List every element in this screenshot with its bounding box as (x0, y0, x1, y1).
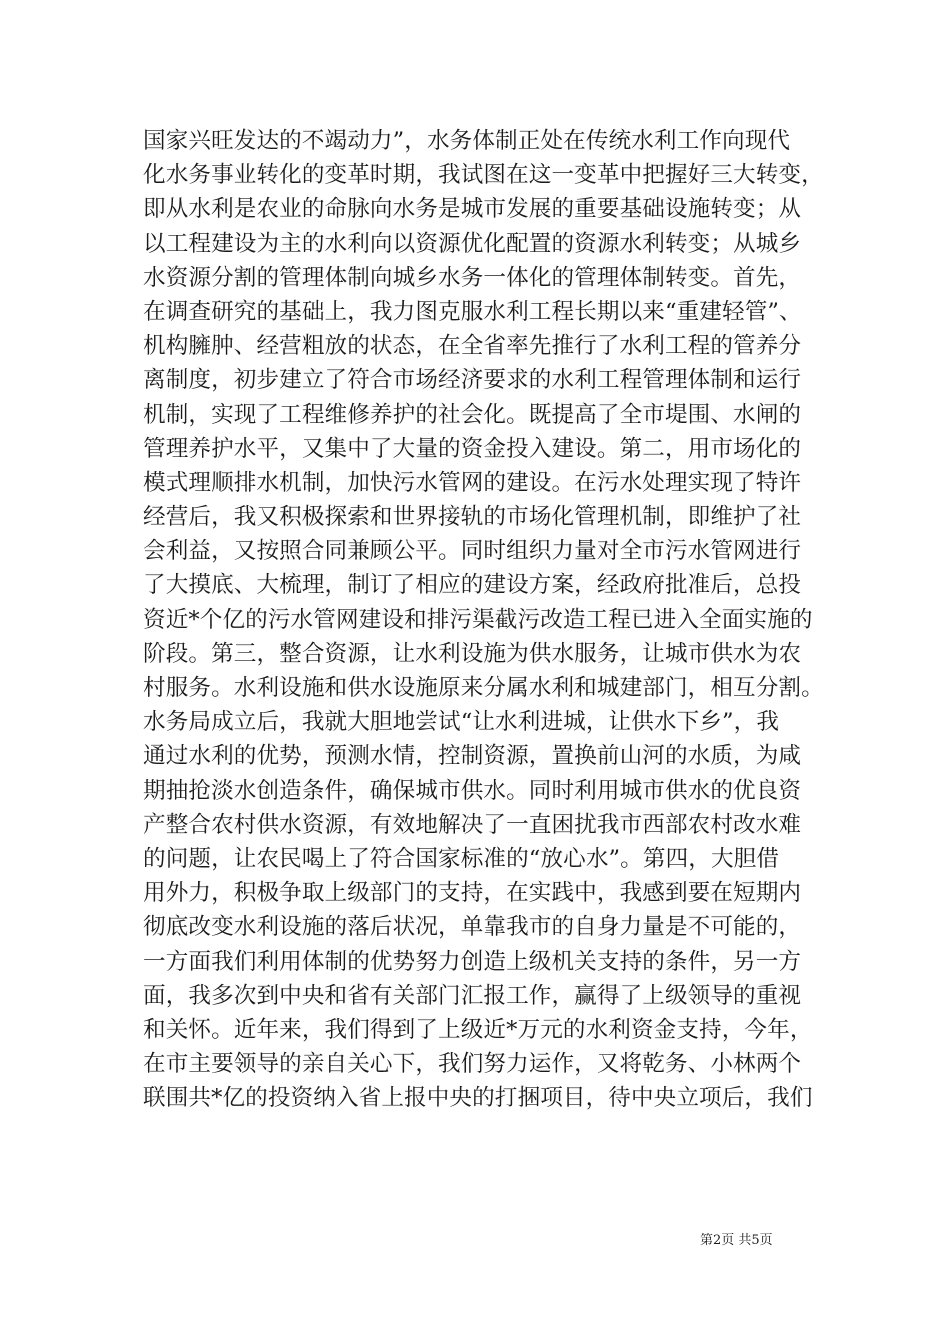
text-line: 管理养护水平，又集中了大量的资金投入建设。第二，用市场化的 (143, 435, 802, 462)
text-line: 村服务。水利设施和供水设施原来分属水利和城建部门，相互分割。 (143, 675, 824, 701)
text-line: 水务局成立后，我就大胆地尝试“让水利进城，让供水下乡”，我 (143, 709, 780, 736)
text-line: 机制，实现了工程维修养护的社会化。既提高了全市堤围、水闸的 (143, 401, 802, 428)
text-line: 水资源分割的管理体制向城乡水务一体化的管理体制转变。首先， (143, 264, 802, 291)
text-line: 离制度，初步建立了符合市场经济要求的水利工程管理体制和运行 (143, 367, 802, 394)
text-line: 了大摸底、大梳理，制订了相应的建设方案，经政府批准后，总投 (143, 572, 802, 599)
text-line: 机构臃肿、经营粗放的状态，在全省率先推行了水利工程的管养分 (143, 333, 802, 360)
text-line: 经营后，我又积极探索和世界接轨的市场化管理机制，即维护了社 (143, 504, 802, 531)
text-line: 资近*个亿的污水管网建设和排污渠截污改造工程已进入全面实施的 (143, 606, 813, 633)
text-line: 以工程建设为主的水利向以资源优化配置的资源水利转变；从城乡 (143, 230, 802, 257)
text-line: 彻底改变水利设施的落后状况，单靠我市的自身力量是不可能的， (143, 914, 802, 941)
text-line: 期抽抢淡水创造条件，确保城市供水。同时利用城市供水的优良资 (143, 777, 802, 804)
text-line: 通过水利的优势，预测水情，控制资源，置换前山河的水质，为咸 (143, 743, 802, 770)
text-line: 面，我多次到中央和省有关部门汇报工作，赢得了上级领导的重视 (143, 982, 802, 1009)
page-number: 第2页 共5页 (700, 1233, 773, 1248)
text-line: 一方面我们利用体制的优势努力创造上级机关支持的条件，另一方 (143, 948, 802, 975)
text-line: 联围共*亿的投资纳入省上报中央的打捆项目，待中央立项后，我们 (143, 1085, 813, 1112)
text-line: 的问题，让农民喝上了符合国家标准的“放心水”。第四，大胆借 (143, 845, 780, 872)
text-line: 在调查研究的基础上，我力图克服水利工程长期以来“重建轻管”、 (143, 298, 802, 325)
text-line: 模式理顺排水机制，加快污水管网的建设。在污水处理实现了特许 (143, 469, 802, 496)
body-text (143, 124, 833, 1115)
text-line: 化水务事业转化的变革时期，我试图在这一变革中把握好三大转变， (143, 162, 824, 189)
text-line: 产整合农村供水资源，有效地解决了一直困扰我市西部农村改水难 (143, 811, 802, 838)
text-line: 会利益，又按照合同兼顾公平。同时组织力量对全市污水管网进行 (143, 538, 802, 565)
text-line: 在市主要领导的亲自关心下，我们努力运作，又将乾务、小林两个 (143, 1051, 802, 1078)
text-line: 即从水利是农业的命脉向水务是城市发展的重要基础设施转变；从 (143, 196, 802, 223)
text-line: 国家兴旺发达的不竭动力”，水务体制正处在传统水利工作向现代 (143, 128, 791, 154)
text-line: 用外力，积极争取上级部门的支持，在实践中，我感到要在短期内 (143, 880, 802, 907)
text-line: 阶段。第三，整合资源，让水利设施为供水服务，让城市供水为农 (143, 640, 802, 667)
text-line: 和关怀。近年来，我们得到了上级近*万元的水利资金支持，今年， (143, 1016, 813, 1043)
